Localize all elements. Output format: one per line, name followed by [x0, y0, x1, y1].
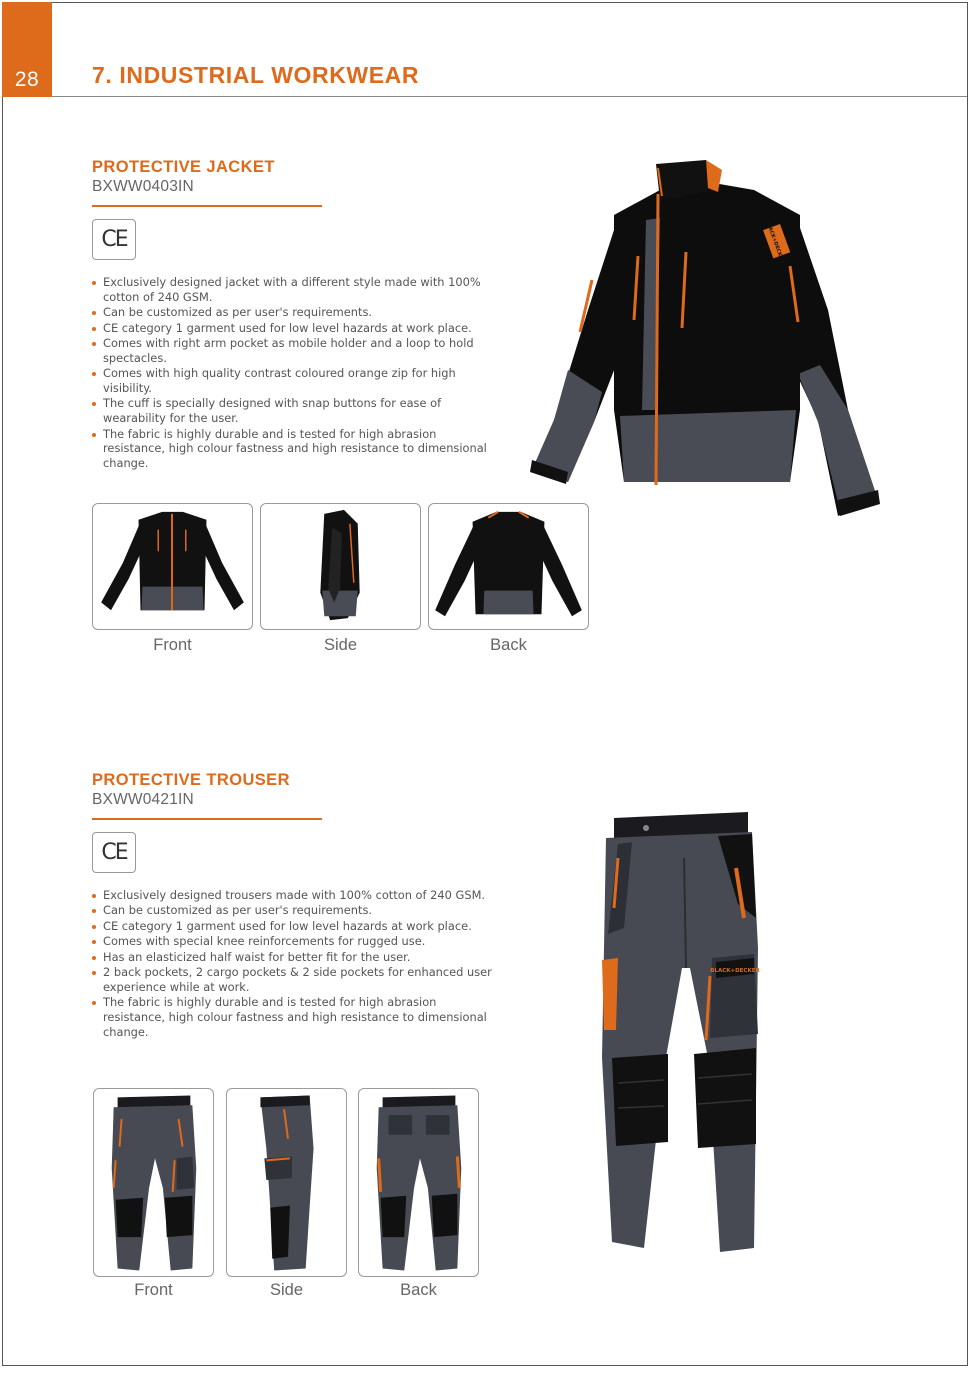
- header-rule: [52, 96, 967, 97]
- view-label: Side: [323, 636, 358, 654]
- jacket-front-image[interactable]: [92, 503, 253, 630]
- brand-logo: BLACK+DECKER: [710, 968, 760, 974]
- jacket-hero-image: [528, 160, 884, 522]
- jacket-back-image[interactable]: [428, 503, 589, 630]
- title-rule: [92, 818, 322, 820]
- product-trouser: [92, 771, 492, 1040]
- feature-item: CE category 1 garment used for low level hazards at work place.: [92, 321, 492, 336]
- product-title: PROTECTIVE JACKET: [92, 158, 275, 176]
- view-label: Front: [134, 1281, 173, 1299]
- title-rule: [92, 205, 322, 207]
- page-number: 28: [14, 68, 40, 91]
- jacket-side-image[interactable]: [260, 503, 421, 630]
- view-label: Back: [400, 1281, 437, 1299]
- ce-mark-icon: CE: [92, 832, 136, 873]
- feature-item: Has an elasticized half waist for better fit for the user.: [92, 950, 492, 965]
- feature-list: [92, 275, 492, 471]
- feature-item: The cuff is specially designed with snap buttons for ease of wearability for the user.: [92, 396, 492, 426]
- trouser-back-image[interactable]: [358, 1088, 479, 1277]
- product-code: BXWW0403IN: [92, 178, 194, 195]
- product-title: PROTECTIVE TROUSER: [92, 771, 290, 789]
- feature-list: [92, 888, 492, 1040]
- product-code: BXWW0421IN: [92, 791, 194, 808]
- feature-item: CE category 1 garment used for low level hazards at work place.: [92, 919, 492, 934]
- section-title: 7. INDUSTRIAL WORKWEAR: [92, 62, 420, 88]
- feature-item: Comes with high quality contrast coloured orange zip for high visibility.: [92, 366, 492, 396]
- feature-item: 2 back pockets, 2 cargo pockets & 2 side pockets for enhanced user experience while at work.: [92, 965, 492, 995]
- feature-item: Can be customized as per user's requirements.: [92, 305, 492, 320]
- feature-item: Comes with special knee reinforcements for rugged use.: [92, 934, 492, 949]
- feature-item: Exclusively designed jacket with a different style made with 100% cotton of 240 GSM.: [92, 275, 492, 305]
- feature-item: Can be customized as per user's requirements.: [92, 903, 492, 918]
- view-label: Back: [490, 636, 527, 654]
- trouser-side-image[interactable]: [226, 1088, 347, 1277]
- trouser-hero-image: [598, 808, 768, 1253]
- feature-item: The fabric is highly durable and is tested for high abrasion resistance, high colour fastness and high resistance to dimensional change.: [92, 995, 492, 1039]
- ce-mark-icon: CE: [92, 219, 136, 260]
- view-label: Front: [153, 636, 192, 654]
- feature-item: Comes with right arm pocket as mobile holder and a loop to hold spectacles.: [92, 336, 492, 366]
- feature-item: The fabric is highly durable and is tested for high abrasion resistance, high colour fastness and high resistance to dimensional change.: [92, 427, 492, 471]
- product-jacket: [92, 158, 492, 472]
- feature-item: Exclusively designed trousers made with 100% cotton of 240 GSM.: [92, 888, 492, 903]
- page-number-tab: [2, 2, 52, 97]
- trouser-front-image[interactable]: [93, 1088, 214, 1277]
- brand-logo: BLACK+DECKER: [764, 219, 786, 265]
- view-label: Side: [269, 1281, 304, 1299]
